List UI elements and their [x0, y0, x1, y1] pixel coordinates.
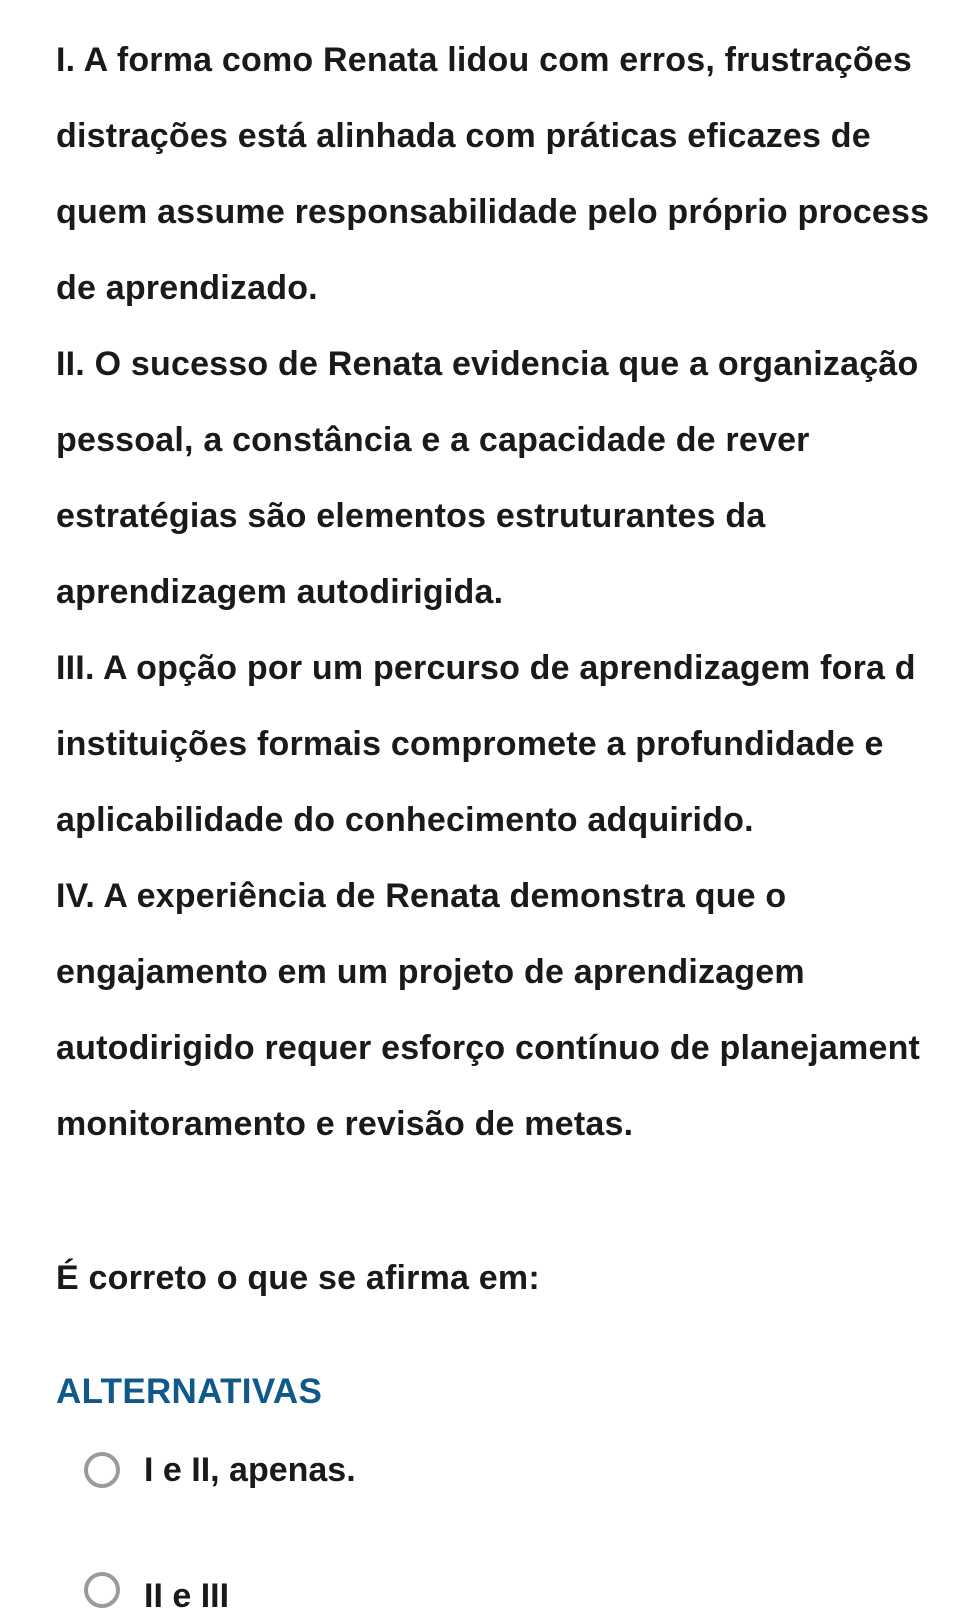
statement-line: estratégias são elementos estruturantes da	[56, 497, 766, 535]
statement-line: II. O sucesso de Renata evidencia que a organização	[56, 345, 919, 383]
statement-line: de aprendizado.	[56, 269, 318, 307]
statement-line: autodirigido requer esforço contínuo de planejament	[56, 1029, 921, 1067]
statement-line: distrações está alinhada com práticas eficazes de	[56, 117, 871, 155]
statement-line: IV. A experiência de Renata demonstra que o	[56, 877, 787, 915]
statement-line: aplicabilidade do conhecimento adquirido.	[56, 801, 754, 839]
alternatives-heading: ALTERNATIVAS	[56, 1372, 323, 1411]
radio-button-icon[interactable]	[84, 1452, 120, 1488]
statement-line: pessoal, a constância e a capacidade de rever	[56, 421, 810, 459]
alternative-label: II e III	[144, 1577, 230, 1615]
statement-line: III. A opção por um percurso de aprendizagem fora d	[56, 649, 916, 687]
statement-line: instituições formais compromete a profundidade e	[56, 725, 884, 763]
statement-line: quem assume responsabilidade pelo próprio process	[56, 193, 930, 231]
radio-button-icon[interactable]	[84, 1572, 120, 1608]
question-prompt: É correto o que se afirma em:	[56, 1259, 540, 1297]
alternative-option[interactable]	[84, 1568, 384, 1615]
alternative-option[interactable]	[84, 1450, 356, 1490]
statement-line: engajamento em um projeto de aprendizagem	[56, 953, 805, 991]
statement-line: monitoramento e revisão de metas.	[56, 1105, 634, 1143]
statement-line: I. A forma como Renata lidou com erros, frustrações	[56, 41, 912, 79]
alternative-label: I e II, apenas.	[144, 1451, 356, 1489]
statement-line: aprendizagem autodirigida.	[56, 573, 504, 611]
